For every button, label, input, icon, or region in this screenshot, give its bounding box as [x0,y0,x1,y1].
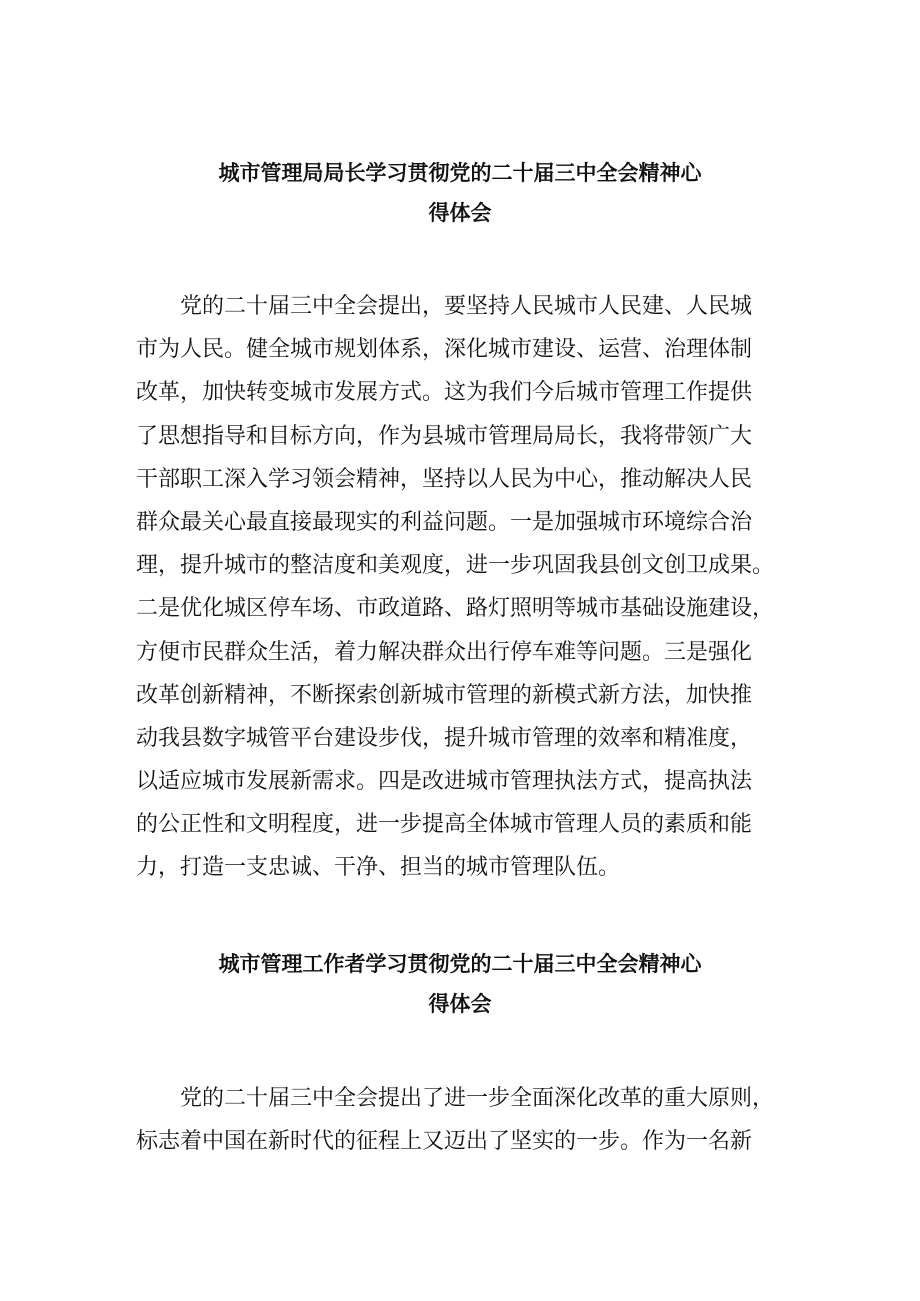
paragraph-line: 二是优化城区停车场、市政道路、路灯照明等城市基础设施建设， [136,596,775,622]
section-1-title-line-1: 城市管理局局长学习贯彻党的二十届三中全会精神心 [218,160,702,185]
paragraph-line: 党的二十届三中全会提出，要坚持人民城市人民建、人民城 [180,294,753,319]
paragraph-line: 方便市民群众生活，着力解决群众出行停车难等问题。三是强化 [136,639,753,665]
paragraph-line: 群众最关心最直接最现实的利益问题。一是加强城市环境综合治 [136,509,753,535]
paragraph-line: 动我县数字城管平台建设步伐，提升城市管理的效率和精准度， [136,725,753,751]
paragraph-line: 理，提升城市的整洁度和美观度，进一步巩固我县创文创卫成果。 [136,553,775,579]
section-2-title [0,944,920,1024]
section-1-title-line-2: 得体会 [428,200,492,225]
paragraph-line: 标志着中国在新时代的征程上又迈出了坚实的一步。作为一名新 [136,1129,753,1155]
paragraph-line: 改革创新精神，不断探索创新城市管理的新模式新方法，加快推 [136,682,753,708]
paragraph-line: 党的二十届三中全会提出了进一步全面深化改革的重大原则， [180,1086,775,1111]
section-1-paragraph [136,285,786,890]
paragraph-line: 力，打造一支忠诚、干净、担当的城市管理队伍。 [136,855,621,881]
section-2-title-line-1: 城市管理工作者学习贯彻党的二十届三中全会精神心 [218,951,702,976]
section-1-title [0,153,920,233]
paragraph-line: 了思想指导和目标方向，作为县城市管理局局长，我将带领广大 [136,423,753,449]
paragraph-line: 改革，加快转变城市发展方式。这为我们今后城市管理工作提供 [136,380,753,406]
section-2-title-line-2: 得体会 [428,991,492,1016]
paragraph-line: 干部职工深入学习领会精神，坚持以人民为中心，推动解决人民 [136,466,753,492]
section-2-paragraph [136,1077,786,1163]
paragraph-line: 以适应城市发展新需求。四是改进城市管理执法方式，提高执法 [136,769,753,795]
paragraph-line: 市为人民。健全城市规划体系，深化城市建设、运营、治理体制 [136,337,753,363]
paragraph-line: 的公正性和文明程度，进一步提高全体城市管理人员的素质和能 [136,812,753,838]
